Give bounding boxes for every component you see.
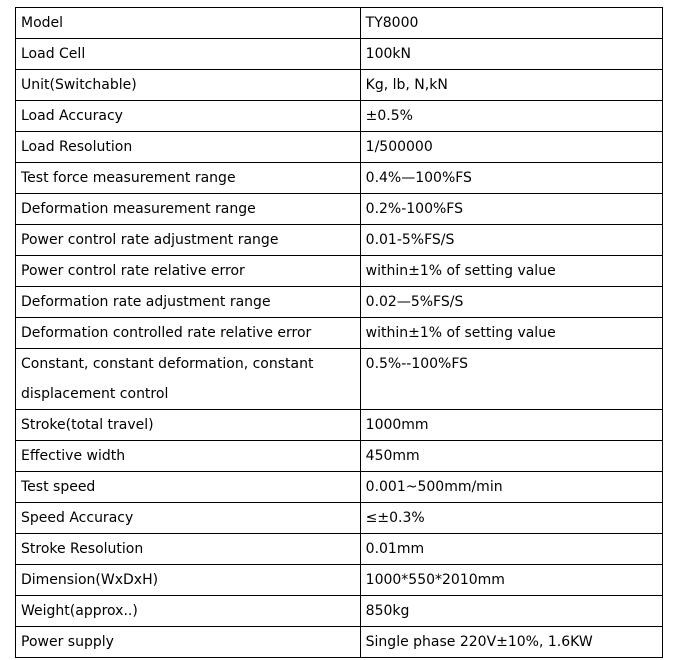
row-label: Power control rate relative error [16, 256, 361, 287]
row-value: 1000*550*2010mm [360, 565, 662, 596]
row-value: within±1% of setting value [360, 318, 662, 349]
table-row [16, 101, 663, 132]
row-label: Unit(Switchable) [16, 70, 361, 101]
row-value: within±1% of setting value [360, 256, 662, 287]
row-label: Stroke Resolution [16, 534, 361, 565]
top-accent-mark [132, 0, 172, 4]
table-row [16, 472, 663, 503]
row-label: Stroke(total travel) [16, 410, 361, 441]
table-row [16, 225, 663, 256]
row-value: 1/500000 [360, 132, 662, 163]
row-value: 0.4%—100%FS [360, 163, 662, 194]
row-label: Power control rate adjustment range [16, 225, 361, 256]
row-value: 0.01mm [360, 534, 662, 565]
row-value: 100kN [360, 39, 662, 70]
table-row [16, 627, 663, 658]
row-label: Test speed [16, 472, 361, 503]
row-value: Single phase 220V±10%, 1.6KW [360, 627, 662, 658]
row-label: Speed Accuracy [16, 503, 361, 534]
table-row [16, 132, 663, 163]
row-value: 850kg [360, 596, 662, 627]
row-label: Load Accuracy [16, 101, 361, 132]
table-row [16, 318, 663, 349]
row-value: ≤±0.3% [360, 503, 662, 534]
table-row [16, 287, 663, 318]
table-row [16, 8, 663, 39]
row-label: Dimension(WxDxH) [16, 565, 361, 596]
row-value: ±0.5% [360, 101, 662, 132]
row-label: Load Cell [16, 39, 361, 70]
row-label: Deformation controlled rate relative error [16, 318, 361, 349]
row-label: Weight(approx..) [16, 596, 361, 627]
row-value: 0.2%-100%FS [360, 194, 662, 225]
row-label: Power supply [16, 627, 361, 658]
table-row [16, 410, 663, 441]
table-row [16, 194, 663, 225]
table-row [16, 349, 663, 410]
row-value: 0.5%--100%FS [360, 349, 662, 410]
table-row [16, 39, 663, 70]
row-label: Deformation rate adjustment range [16, 287, 361, 318]
table-row [16, 534, 663, 565]
row-label: Constant, constant deformation, constant displacement control [16, 349, 361, 410]
row-value: 0.02—5%FS/S [360, 287, 662, 318]
row-value: 450mm [360, 441, 662, 472]
table-row [16, 565, 663, 596]
row-label: Load Resolution [16, 132, 361, 163]
row-value: TY8000 [360, 8, 662, 39]
row-value: 0.01-5%FS/S [360, 225, 662, 256]
row-label: Effective width [16, 441, 361, 472]
table-row [16, 503, 663, 534]
table-row [16, 441, 663, 472]
row-value: 1000mm [360, 410, 662, 441]
table-row [16, 256, 663, 287]
row-label: Deformation measurement range [16, 194, 361, 225]
spec-table [15, 7, 663, 658]
table-row [16, 163, 663, 194]
row-label: Model [16, 8, 361, 39]
row-label: Test force measurement range [16, 163, 361, 194]
row-value: Kg, lb, N,kN [360, 70, 662, 101]
table-row [16, 70, 663, 101]
table-row [16, 596, 663, 627]
row-value: 0.001~500mm/min [360, 472, 662, 503]
